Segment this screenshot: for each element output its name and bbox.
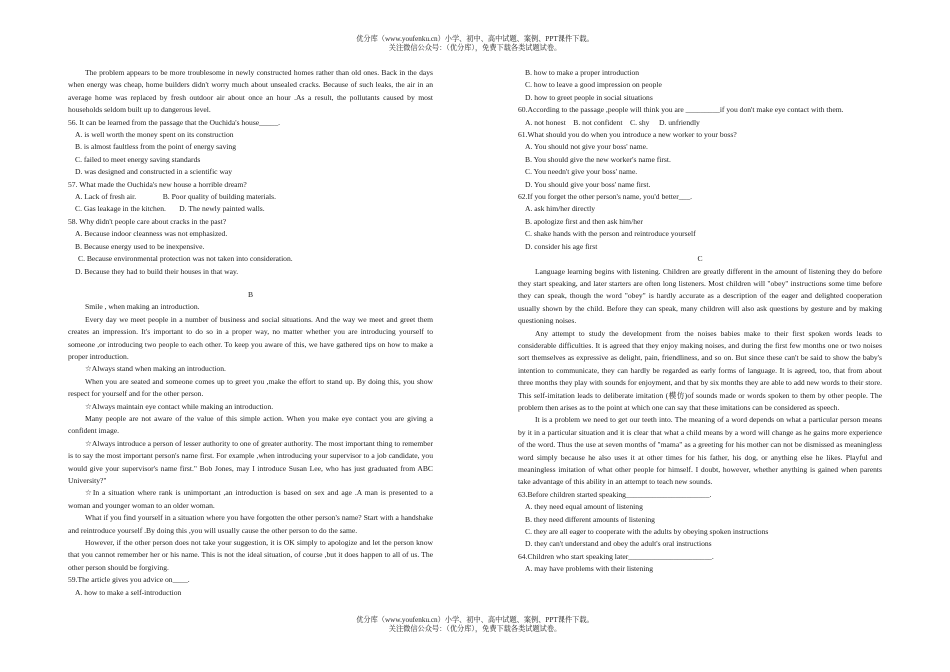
option-61-b: B. You should give the new worker's name first. [525,154,671,164]
option-58-d: D. Because they had to build their houses in that way. [75,266,239,276]
option-59-d: D. how to greet people in social situations [525,92,653,102]
options-57-ab: A. Lack of fresh air. B. Poor quality of building materials. [75,192,276,202]
option-59-b: B. how to make a proper introduction [525,68,640,77]
option-62-a: A. ask him/her directly [525,204,596,214]
option-56-c: C. failed to meet energy saving standards [75,154,201,164]
passage-b-paragraph-5: ☆In a situation where rank is unimportant ,an introduction is based on sex and age .A man is presented to a woman and younger woman to an older woman. [68,488,433,510]
option-63-b: B. they need different amounts of listening [525,514,655,524]
passage-b-tip-1: ☆Always stand when making an introduction. [85,364,226,374]
question-61: 61.What should you do when you introduce a new worker to your boss? [518,130,737,140]
question-58: 58. Why didn't people care about cracks in the past? [68,216,227,226]
header-line-2: 关注微信公众号：（优分库），免费下载各类试题试卷。 [388,44,562,52]
passage-c-paragraph-1: Language learning begins with listening. Children are greatly different in the amount of listening they do before they start speaking, and later starters are often long listeners. Most children will "obey" instructions some time before they can speak, though the word "obey" is hardly accurate as a description of the eager and delighted cooperation usually shown by the child. Before they can speak, many children will also ask questions by gesture and by making questioning noises. [518,266,882,326]
option-61-c: C. You needn't give your boss' name. [525,167,638,177]
option-58-c: C. Because environmental protection was not taken into consideration. [78,254,293,264]
option-62-b: B. apologize first and then ask him/her [525,216,643,226]
passage-b-paragraph-2: When you are seated and someone comes up to greet you ,make the effort to stand up. By doing this, you show respect for yourself and for the other person. [68,376,433,399]
question-57: 57. What made the Ouchida's new house a horrible dream? [68,179,247,189]
section-b-heading: B [247,289,254,299]
option-56-a: A. is well worth the money spent on its construction [75,130,234,140]
option-62-c: C. shake hands with the person and reintroduce yourself [525,229,696,239]
section-c-heading: C [697,254,703,264]
option-63-c: C. they are all eager to cooperate with the adults by obeying spoken instructions [525,527,769,537]
option-58-b: B. Because energy used to be inexpensive. [75,241,205,251]
passage-b-paragraph-7: However, if the other person does not take your suggestion, it is OK simply to apologize and let the person know that you cannot remember her or his name. This is not the ideal situation, of course ,but it does happen to all of us. The other person should be forgiving. [68,538,433,572]
header-banner [0,35,950,53]
passage-c-paragraph-2: Any attempt to study the development from the noises babies make to their first spoken words leads to considerable difficulties. It is agreed that they enjoy making noises, and during the first few months one or two noises sort themselves as expressive as delight, pain, friendliness, and so on. But since these can't be said to show the baby's intention to communicate, they can hardly be regarded as early forms of language. It is agreed, too, that from about three months they play with sounds for enjoyment, and that by six months they are able to add new words to their store. This self-imitation leads to deliberate imitation (模仿)of sounds made or words spoken to them by other people. The problem then arises as to the point at which one can say that these imitations can be considered as speech. [518,328,882,412]
question-60: 60.According to the passage ,people will think you are _________if you don't make eye contact with them. [518,105,844,115]
passage-b-paragraph-1: Every day we meet people in a number of business and social situations. And the way we meet and greet them creates an impression. It's important to do so in a proper way, no matter whether you are introducing yourself to someone ,or introducing two people to each other. To keep you aware of this, we have gathered tips on how to make a proper introduction. [68,314,433,361]
options-60: A. not honest B. not confident C. shy D. unfriendly [525,117,700,127]
option-62-d: D. consider his age first [525,241,598,251]
question-62: 62.If you forget the other person's name, you'd better___. [518,192,693,202]
question-64: 64.Children who start speaking later______________________. [518,551,714,561]
left-column [68,67,433,599]
option-59-a: A. how to make a self-introduction [75,587,182,597]
header-line-1: 优分库（www.youfenku.cn）小学、初中、高中试题、案例、PPT课件下载。 [356,35,594,43]
option-59-c: C. how to leave a good impression on people [525,80,662,90]
options-57-cd: C. Gas leakage in the kitchen. D. The newly painted walls. [75,204,265,214]
right-column [518,67,882,576]
option-63-d: D. they can't understand and obey the adult's oral instructions [525,539,712,549]
footer-line-1: 优分库（www.youfenku.cn）小学、初中、高中试题、案例、PPT课件下载。 [356,616,594,624]
option-61-a: A. You should not give your boss' name. [525,142,648,152]
passage-a-paragraph: The problem appears to be more troublesome in newly constructed homes rather than old ones. Back in the days when energy was cheap, home builders didn't worry much about unsealed cracks. Because of such leaks, the air in an average home was replaced by fresh outdoor air about once an hour .As a result, the pollutants caused by most households seldom built up to dangerous level. [68,68,433,115]
question-63: 63.Before children started speaking______________________. [518,489,712,499]
passage-b-paragraph-3: Many people are not aware of the value of this simple action. When you make eye contact you are giving a confident image. [68,413,433,436]
passage-b-paragraph-6: What if you find yourself in a situation where you have forgotten the other person's name? Start with a handshake and reintroduce yourself .By doing this ,you will usually cause the other person to do the same. [68,513,433,535]
option-56-b: B. is almost faultless from the point of energy saving [75,142,236,152]
question-56: 56. It can be learned from the passage that the Ouchida's house_____. [68,117,281,127]
option-64-a: A. may have problems with their listening [525,564,654,574]
passage-b-paragraph-4: ☆Always introduce a person of lesser authority to one of greater authority. The most important thing to remember is to say the most important person's name first. For example ,when introducing your supervisor to a job candidate, you would give your supervisor's name first." Bob Jones, may I introduce Susan Lee, who has just graduated from ABC University?" [68,438,433,485]
option-63-a: A. they need equal amount of listening [525,502,643,512]
passage-b-title: Smile , when making an introduction. [85,302,200,312]
question-59: 59.The article gives you advice on____. [68,575,190,585]
option-56-d: D. was designed and constructed in a scientific way [75,167,233,177]
option-58-a: A. Because indoor cleanness was not emphasized. [75,229,228,239]
passage-b-tip-2: ☆Always maintain eye contact while making an introduction. [85,401,274,411]
footer-line-2: 关注微信公众号：（优分库），免费下载各类试题试卷。 [388,625,562,633]
option-61-d: D. You should give your boss' name first. [525,179,651,189]
passage-c-paragraph-3: It is a problem we need to get our teeth into. The meaning of a word depends on what a particular person means by it in a particular situation and it is clear that what a child means by a word will change as he gains more experience of the word. Thus the use at seven months of "mama" as a greeting for his mother can not be dismissed as meaningless word simply because he also uses it at other times for his father, his dog, or anything else he likes. Playful and meaningless imitation of what other people for himself. I doubt, however, whether anything is gained when parents take advantage of this ability in an attempt to teach new sounds. [518,415,882,487]
footer-banner [0,616,950,634]
